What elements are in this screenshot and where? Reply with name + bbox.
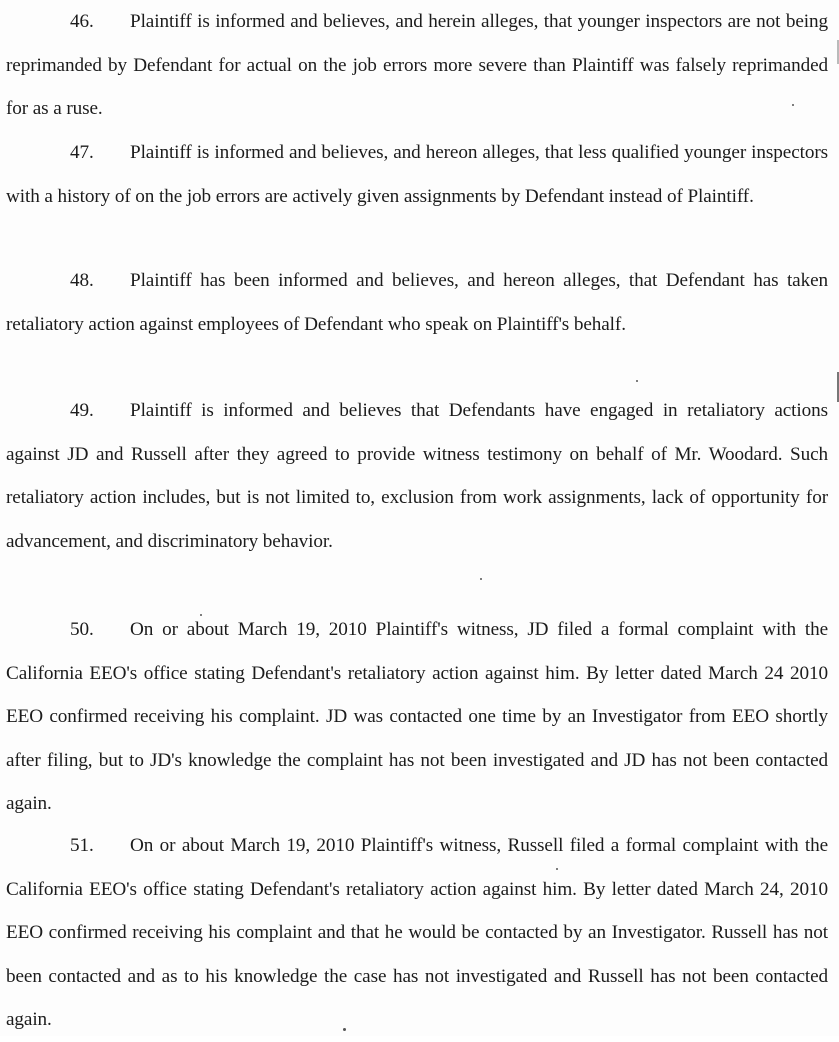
paragraph-46 <box>6 0 828 131</box>
paragraph-text: Plaintiff is informed and believes, and hereon alleges, that less qualified younger inspectors with a history of on the job errors are actively given assignments by Defendant instead of Plaintiff. <box>6 142 828 207</box>
paragraph-47 <box>6 131 828 218</box>
paragraph-text: Plaintiff has been informed and believes, and hereon alleges, that Defendant has taken retaliatory action against employees of Defendant who speak on Plaintiff's behalf. <box>6 270 828 335</box>
paragraph-50 <box>6 608 828 826</box>
paragraph-text: Plaintiff is informed and believes, and herein alleges, that younger inspectors are not being reprimanded by Defendant for actual on the job errors more severe than Plaintiff was falsely reprimanded for as a ruse. <box>6 11 828 120</box>
paragraph-number: 46. <box>70 11 94 32</box>
paragraph-number: 51. <box>70 835 94 856</box>
paragraph-text: On or about March 19, 2010 Plaintiff's witness, Russell filed a formal complaint with the California EEO's office stating Defendant's retaliatory action against him. By letter dated March 24, 2010 EEO confirmed receiving his complaint and that he would be contacted by an Investigator. Russell has not been contacted and as to his knowledge the case has not investigated and Russell has not been contacted again. <box>6 835 828 1031</box>
scan-speck <box>480 578 482 580</box>
paragraph-text: Plaintiff is informed and believes that Defendants have engaged in retaliatory actions against JD and Russell after they agreed to provide witness testimony on behalf of Mr. Woodard. Such retaliatory action includes, but is not limited to, exclusion from work assignments, lack of opportunity for advancement, and discriminatory behavior. <box>6 400 828 552</box>
scan-speck <box>200 614 202 616</box>
paragraph-text: On or about March 19, 2010 Plaintiff's witness, JD filed a formal complaint with the California EEO's office stating Defendant's retaliatory action against him. By letter dated March 24 2010 EEO confirmed receiving his complaint. JD was contacted one time by an Investigator from EEO shortly after filing, but to JD's knowledge the complaint has not been investigated and JD has not been contacted again. <box>6 619 828 815</box>
paragraph-51 <box>6 824 828 1042</box>
paragraph-number: 47. <box>70 142 94 163</box>
paragraph-number: 48. <box>70 270 94 291</box>
paragraph-number: 50. <box>70 619 94 640</box>
scan-speck <box>343 1028 346 1031</box>
scan-speck <box>792 104 794 106</box>
scan-speck <box>636 380 638 382</box>
paragraph-49 <box>6 389 828 563</box>
scan-speck <box>556 868 558 870</box>
paragraph-number: 49. <box>70 400 94 421</box>
paragraph-48 <box>6 259 828 346</box>
